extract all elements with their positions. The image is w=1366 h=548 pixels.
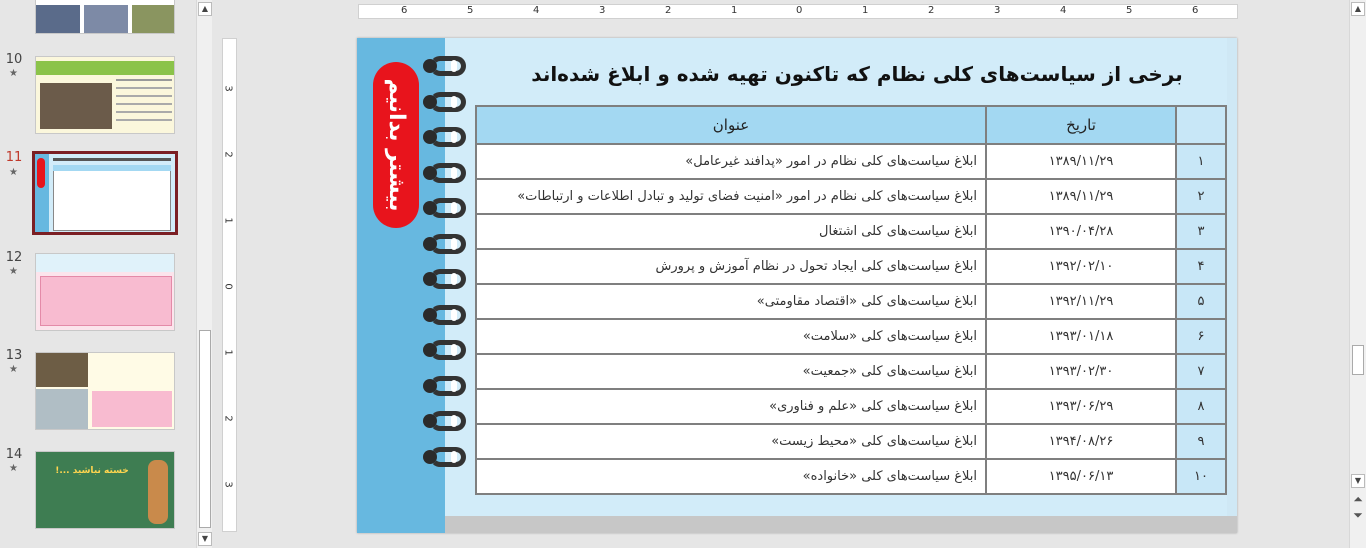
spiral-ring-icon — [423, 198, 469, 218]
ruler-label: 0 — [222, 283, 234, 290]
row-title: ابلاغ سیاست‌های کلی «محیط زیست» — [476, 424, 986, 459]
spiral-ring-icon — [423, 269, 469, 289]
row-number: ۲ — [1176, 179, 1226, 214]
ruler-label: 2 — [665, 5, 672, 16]
ruler-label: 4 — [533, 5, 540, 16]
scroll-up-icon[interactable]: ▲ — [1351, 2, 1365, 16]
row-number: ۱ — [1176, 144, 1226, 179]
slide-thumbnail-10[interactable] — [35, 56, 175, 134]
table-row[interactable] — [476, 284, 1226, 319]
ruler-label: 6 — [1192, 5, 1199, 16]
slide-number-11: 11 — [5, 150, 23, 165]
row-title: ابلاغ سیاست‌های کلی اشتغال — [476, 214, 986, 249]
badge-label: بیشتر بدانیم — [384, 78, 409, 212]
ruler-label: 5 — [467, 5, 474, 16]
row-number: ۵ — [1176, 284, 1226, 319]
table-row[interactable] — [476, 389, 1226, 424]
scroll-up-icon[interactable]: ▲ — [198, 2, 212, 16]
header-number — [1176, 106, 1226, 144]
slide-thumbnail-11[interactable] — [32, 151, 178, 235]
scroll-down-icon[interactable]: ▼ — [1351, 474, 1365, 488]
row-date: ۱۳۹۲/۰۲/۱۰ — [986, 249, 1176, 284]
row-date: ۱۳۹۳/۰۶/۲۹ — [986, 389, 1176, 424]
row-number: ۸ — [1176, 389, 1226, 424]
animation-star-icon: ★ — [9, 364, 18, 375]
row-date: ۱۳۸۹/۱۱/۲۹ — [986, 179, 1176, 214]
row-number: ۱۰ — [1176, 459, 1226, 494]
next-slide-icon[interactable]: ⏷ — [1353, 508, 1363, 522]
ruler-label: 3 — [222, 85, 234, 92]
row-date: ۱۳۹۰/۰۴/۲۸ — [986, 214, 1176, 249]
ruler-label: 2 — [222, 415, 234, 422]
row-number: ۳ — [1176, 214, 1226, 249]
slide-thumbnail-9[interactable] — [35, 0, 175, 34]
policy-table[interactable] — [475, 105, 1227, 495]
ruler-label: 2 — [928, 5, 935, 16]
table-row[interactable] — [476, 249, 1226, 284]
ruler-label: 1 — [222, 217, 234, 224]
row-title: ابلاغ سیاست‌های کلی «خانواده» — [476, 459, 986, 494]
spiral-ring-icon — [423, 56, 469, 76]
scroll-down-icon[interactable]: ▼ — [198, 532, 212, 546]
spiral-ring-icon — [423, 340, 469, 360]
table-row[interactable] — [476, 214, 1226, 249]
row-date: ۱۳۹۳/۰۱/۱۸ — [986, 319, 1176, 354]
slide-title[interactable]: برخی از سیاست‌های کلی نظام که تاکنون تهیه شده و ابلاغ شده‌اند — [531, 62, 1183, 86]
row-title: ابلاغ سیاست‌های کلی نظام در امور «امنیت فضای تولید و تبادل اطلاعات و ارتباطات» — [476, 179, 986, 214]
row-title: ابلاغ سیاست‌های کلی «اقتصاد مقاومتی» — [476, 284, 986, 319]
table-row[interactable] — [476, 459, 1226, 494]
notebook-right-band — [1227, 38, 1237, 516]
thumbnail-caption: خسته نباشید ...! — [55, 466, 129, 476]
spiral-ring-icon — [423, 447, 469, 467]
slide-number-13: 13 — [5, 348, 23, 363]
horizontal-ruler[interactable] — [358, 4, 1238, 19]
ruler-label: 1 — [731, 5, 738, 16]
animation-star-icon: ★ — [9, 266, 18, 277]
row-title: ابلاغ سیاست‌های کلی ایجاد تحول در نظام آموزش و پرورش — [476, 249, 986, 284]
table-row[interactable] — [476, 319, 1226, 354]
policy-table-container[interactable] — [475, 105, 1227, 495]
spiral-ring-icon — [423, 92, 469, 112]
row-title: ابلاغ سیاست‌های کلی «جمعیت» — [476, 354, 986, 389]
slide-number-10: 10 — [5, 52, 23, 67]
row-title: ابلاغ سیاست‌های کلی «علم و فناوری» — [476, 389, 986, 424]
ruler-label: 1 — [222, 349, 234, 356]
notebook-bottom-band — [445, 516, 1237, 533]
editor-scrollbar-thumb[interactable] — [1352, 345, 1364, 375]
row-date: ۱۳۸۹/۱۱/۲۹ — [986, 144, 1176, 179]
ruler-label: 3 — [222, 481, 234, 488]
animation-star-icon: ★ — [9, 68, 18, 79]
header-title: عنوان — [476, 106, 986, 144]
spiral-ring-icon — [423, 411, 469, 431]
thumbnail-scrollbar[interactable] — [196, 0, 212, 548]
ruler-label: 3 — [994, 5, 1001, 16]
table-row[interactable] — [476, 354, 1226, 389]
header-date: تاریخ — [986, 106, 1176, 144]
row-number: ۶ — [1176, 319, 1226, 354]
spiral-ring-icon — [423, 376, 469, 396]
ruler-label: 0 — [796, 5, 803, 16]
animation-star-icon: ★ — [9, 167, 18, 178]
ruler-label: 1 — [862, 5, 869, 16]
spiral-ring-icon — [423, 163, 469, 183]
row-title: ابلاغ سیاست‌های کلی نظام در امور «پدافند غیرعامل» — [476, 144, 986, 179]
row-number: ۷ — [1176, 354, 1226, 389]
thumbnail-scrollbar-thumb[interactable] — [199, 330, 211, 528]
ruler-label: 6 — [401, 5, 408, 16]
editor-scrollbar[interactable] — [1349, 0, 1366, 548]
slide-thumbnail-14[interactable] — [35, 451, 175, 529]
learn-more-badge[interactable] — [373, 62, 419, 228]
table-row[interactable] — [476, 179, 1226, 214]
row-date: ۱۳۹۲/۱۱/۲۹ — [986, 284, 1176, 319]
slide-number-12: 12 — [5, 250, 23, 265]
spiral-ring-icon — [423, 127, 469, 147]
row-date: ۱۳۹۴/۰۸/۲۶ — [986, 424, 1176, 459]
ruler-label: 4 — [1060, 5, 1067, 16]
spiral-ring-icon — [423, 305, 469, 325]
ruler-label: 2 — [222, 151, 234, 158]
slide-thumbnail-pane — [0, 0, 196, 548]
row-date: ۱۳۹۵/۰۶/۱۳ — [986, 459, 1176, 494]
row-date: ۱۳۹۳/۰۲/۳۰ — [986, 354, 1176, 389]
spiral-ring-icon — [423, 234, 469, 254]
table-row[interactable] — [476, 424, 1226, 459]
slide-thumbnail-13[interactable] — [35, 352, 175, 430]
row-number: ۴ — [1176, 249, 1226, 284]
table-header-row — [476, 106, 1226, 144]
slide-number-14: 14 — [5, 447, 23, 462]
slide-thumbnail-12[interactable] — [35, 253, 175, 331]
animation-star-icon: ★ — [9, 463, 18, 474]
ruler-label: 3 — [599, 5, 606, 16]
table-row[interactable] — [476, 144, 1226, 179]
row-number: ۹ — [1176, 424, 1226, 459]
row-title: ابلاغ سیاست‌های کلی «سلامت» — [476, 319, 986, 354]
vertical-ruler[interactable] — [222, 38, 237, 532]
slide-canvas[interactable] — [357, 38, 1237, 533]
ruler-label: 5 — [1126, 5, 1133, 16]
previous-slide-icon[interactable]: ⏶ — [1353, 492, 1363, 506]
